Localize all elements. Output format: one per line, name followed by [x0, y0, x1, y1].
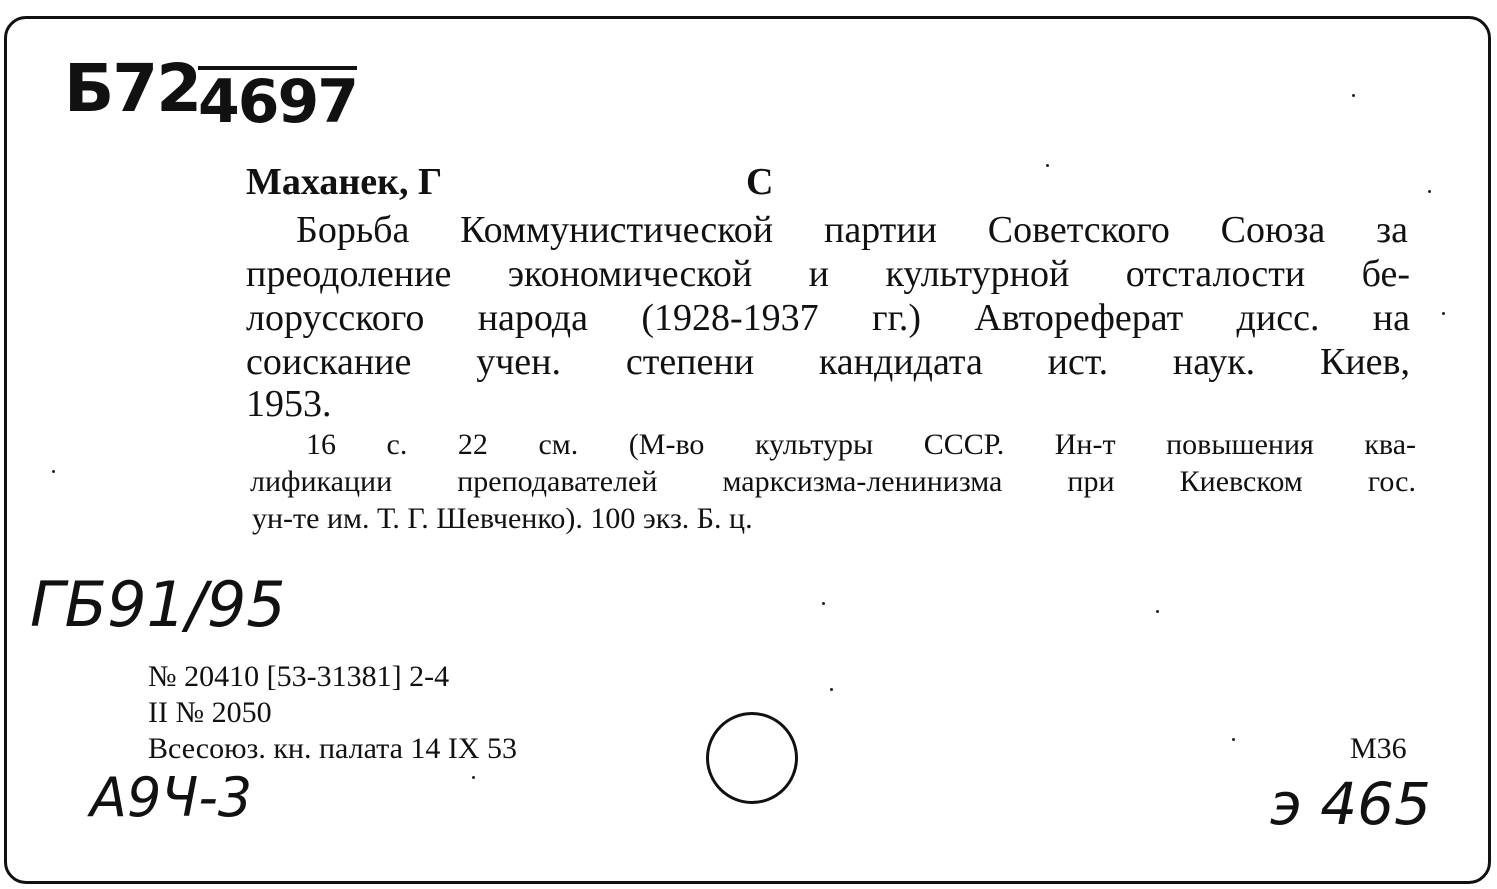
registration-second-number: II № 2050 — [148, 696, 272, 729]
handwritten-code-left: А9Ч-3 — [90, 766, 253, 829]
handwritten-code-right: э 465 — [1270, 770, 1431, 838]
ink-speck — [822, 602, 825, 605]
ink-speck — [1232, 738, 1235, 741]
description-line-5: 1953. — [246, 383, 332, 425]
ink-speck — [1442, 312, 1445, 315]
classification-code: М36 — [1350, 732, 1407, 765]
physical-description-line-2: лификации преподавателей марксизма-ленинизма при Киевском гос. — [250, 465, 1416, 498]
ink-speck — [52, 470, 55, 473]
physical-description-line-1: 16 с. 22 см. (М-во культуры СССР. Ин-т повышения ква- — [306, 428, 1416, 461]
chamber-stamp-line: Всесоюз. кн. палата 14 IX 53 — [148, 732, 518, 765]
inventory-number-handwritten: ГБ91/95 — [30, 568, 286, 641]
description-line-2: преодоление экономической и культурной отсталости бе- — [246, 253, 1410, 295]
ink-speck — [830, 688, 833, 691]
description-line-1: Борьба Коммунистической партии Советского Союза за — [296, 209, 1408, 251]
physical-description-line-3: ун-те им. Т. Г. Шевченко). 100 экз. Б. ц. — [252, 502, 753, 535]
ink-speck — [1046, 164, 1049, 167]
description-line-3: лорусского народа (1928-1937 гг.) Автореферат дисс. на — [246, 297, 1410, 339]
author-initial: С — [746, 161, 774, 203]
shelf-mark-number: 4697 — [198, 67, 357, 137]
author-name: Маханек, Г — [246, 161, 443, 203]
ink-speck — [1352, 94, 1355, 97]
ink-speck — [1428, 190, 1431, 193]
punch-hole — [706, 712, 798, 804]
ink-speck — [1156, 610, 1159, 613]
ink-speck — [472, 776, 475, 779]
description-line-4: соискание учен. степени кандидата ист. наук. Киев, — [246, 341, 1410, 383]
registration-number: № 20410 [53-31381] 2-4 — [148, 660, 450, 693]
shelf-mark-prefix: Б72 — [64, 50, 201, 127]
